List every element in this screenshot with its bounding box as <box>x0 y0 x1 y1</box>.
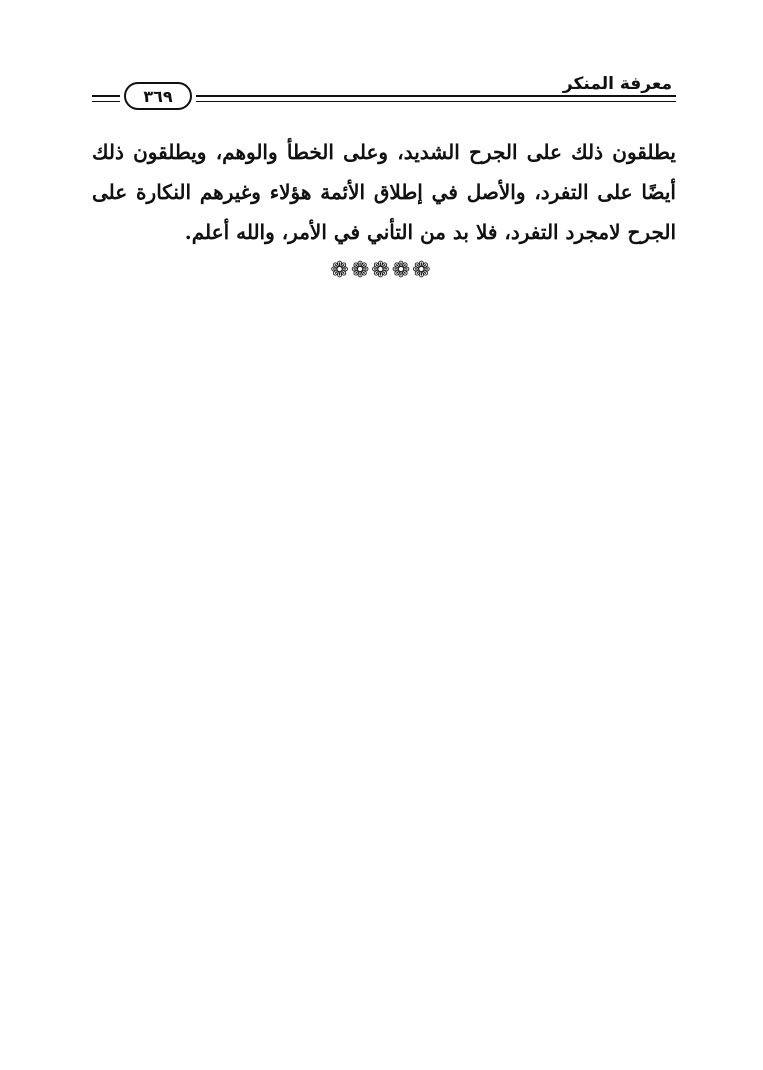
page-header <box>92 70 676 110</box>
text-line: الجرح لامجرد التفرد، فلا بد من التأني في الأمر، والله أعلم. <box>184 220 676 244</box>
running-title: معرفة المنكر <box>562 74 672 94</box>
header-rule-left-thin <box>92 101 120 102</box>
text-line: أيضًا على التفرد، والأصل في إطلاق الأئمة هؤلاء وغيرهم النكارة على <box>92 180 676 204</box>
page-number: ٣٦٩ <box>124 82 192 110</box>
header-rule-left <box>92 95 120 97</box>
text-line: يطلقون ذلك على الجرح الشديد، وعلى الخطأ والوهم، ويطلقون ذلك <box>92 140 676 164</box>
section-end-ornament: ❁❁❁❁❁ <box>330 258 433 283</box>
header-rule <box>196 95 676 97</box>
body-paragraph <box>92 132 676 252</box>
header-rule-thin <box>196 101 676 102</box>
